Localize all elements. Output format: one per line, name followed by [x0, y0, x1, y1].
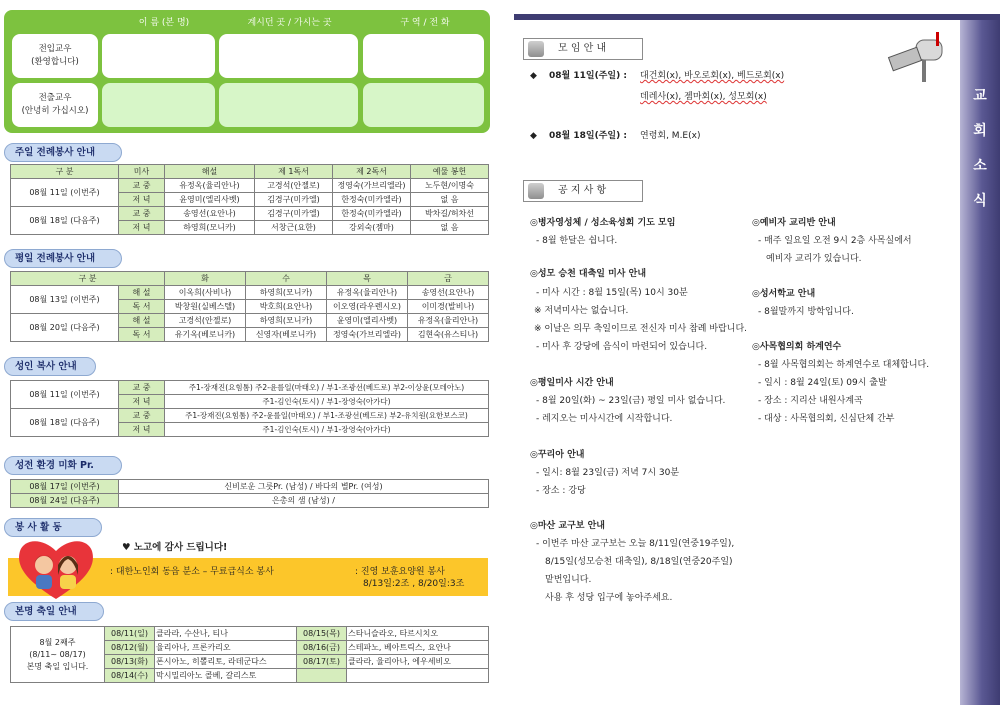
cell: 하영희(모니카) — [246, 314, 327, 328]
weekday-table — [10, 271, 489, 342]
cell: 윤영미(엘리사벳) — [165, 193, 255, 207]
notice3-title: ◎평일미사 시간 안내 — [530, 378, 614, 388]
mass-cell: 교 중 — [119, 179, 165, 193]
incoming-contact-field[interactable] — [363, 34, 484, 78]
meeting1-line2: 데레사(x), 젬마회(x), 성모회(x) — [640, 92, 767, 102]
right-top-band — [514, 14, 1000, 20]
cell: 이미경(발비나) — [408, 300, 489, 314]
notice-r2-title: ◎성서학교 안내 — [752, 289, 816, 299]
cell: 스테파노, 베아트릭스, 요안나 — [347, 641, 489, 655]
outgoing-contact-field[interactable] — [363, 83, 484, 127]
meeting-bullet-icon: ◆ — [530, 131, 537, 141]
mass-cell: 저 녁 — [119, 221, 165, 235]
cell: 한정숙(미카엘라) — [333, 193, 411, 207]
notice-r1-line: - 매주 일요일 오전 9시 2층 사목실에서 — [758, 236, 912, 246]
date-cell: 08/14(수) — [105, 669, 155, 683]
incoming-name-field[interactable] — [102, 34, 215, 78]
date-cell: 08월 13일 (이번주) — [11, 286, 119, 314]
notice5-line: - 이번주 마산 교구보는 오늘 8/11일(연중19주일), — [536, 539, 735, 549]
cell: 없 음 — [411, 221, 489, 235]
side-title-char: 식 — [973, 193, 987, 209]
notice-r1-title: ◎예비자 교리반 안내 — [752, 218, 836, 228]
header-cell: 구 분 — [11, 165, 119, 179]
mass-cell: 교 중 — [119, 207, 165, 221]
cell: 노두현/이명숙 — [411, 179, 489, 193]
cell: 유정옥(율리안나) — [165, 179, 255, 193]
label-outgoing: 전출교우 (안녕히 가십시오) — [12, 83, 98, 127]
header-cell: 금 — [408, 272, 489, 286]
cell: 유기옥(베로니카) — [165, 328, 246, 342]
cell: 강외숙(젬마) — [333, 221, 411, 235]
cell: 박호희(요안나) — [246, 300, 327, 314]
table-header-row — [11, 165, 489, 179]
person-icon — [528, 183, 544, 199]
notice2-line: - 미사 후 강당에 음식이 마련되어 있습니다. — [536, 342, 708, 352]
header-name: 이 름 (본 명) — [138, 18, 190, 28]
cell: 김경구(미카엘) — [255, 207, 333, 221]
meeting-bullet-icon: ◆ — [530, 71, 537, 81]
meeting2-line: 연령회, M.E(x) — [640, 131, 701, 141]
notice5-line: 맡번입니다. — [545, 575, 592, 585]
outgoing-name-field[interactable] — [102, 83, 215, 127]
mass-cell: 저 녁 — [119, 395, 165, 409]
cell: 율리아나, 프론카리오 — [155, 641, 297, 655]
cell: 신비로운 그릇Pr. (남성) / 바다의 별Pr. (여성) — [119, 480, 489, 494]
side-title-char: 회 — [973, 123, 987, 139]
sunday-table — [10, 164, 489, 235]
notice-r3-line: - 대상 : 사목협의회, 신심단체 간부 — [758, 414, 895, 424]
kind-cell: 해 설 — [119, 286, 165, 300]
meeting-title: 모 임 안 내 — [558, 43, 607, 54]
label-incoming: 전입교우 (환영합니다) — [12, 34, 98, 78]
header-cell: 예물 봉헌 — [411, 165, 489, 179]
table-header-row — [11, 272, 489, 286]
cell: 이옥희(사비나) — [165, 286, 246, 300]
feast-week-label: 8월 2째주 (8/11~ 08/17) 본명 축일 입니다. — [11, 627, 105, 683]
date-cell: 08월 18일 (다음주) — [11, 207, 119, 235]
date-cell: 08월 11일 (이번주) — [11, 381, 119, 409]
notice2-title: ◎성모 승천 대축일 미사 안내 — [530, 269, 647, 279]
cell: 스타니슬라오, 타르시치오 — [347, 627, 489, 641]
cell: 박창원(실베스텔) — [165, 300, 246, 314]
cell: 유정옥(율리안나) — [327, 286, 408, 300]
cell: 없 음 — [411, 193, 489, 207]
notice4-line: - 장소 : 강당 — [536, 486, 586, 496]
date-cell: 08월 24일 (다음주) — [11, 494, 119, 508]
table-row — [11, 627, 489, 641]
cell: 이오영(라우렌시오) — [327, 300, 408, 314]
cell: 박차길/허차선 — [411, 207, 489, 221]
notice-title-box — [523, 180, 643, 202]
table-row — [11, 381, 489, 395]
meeting1-line1: 대건회(x), 바오로회(x), 베드로회(x) — [640, 71, 785, 81]
env-table — [10, 479, 489, 508]
notice-title: 공 지 사 항 — [558, 185, 607, 196]
cell: 클라라, 수산나, 티나 — [155, 627, 297, 641]
couple-heart-icon — [14, 535, 98, 601]
header-cell: 화 — [165, 272, 246, 286]
notice-r3-title: ◎사목협의회 하계연수 — [752, 342, 842, 352]
header-cell: 제 1독서 — [255, 165, 333, 179]
service-right-text2: 8/13일:2조 , 8/20일:3조 — [363, 579, 465, 589]
header-cell: 수 — [246, 272, 327, 286]
table-row — [11, 286, 489, 300]
meeting1-date: 08월 11일(주일) : — [549, 71, 627, 81]
cell: 유정옥(율리안나) — [408, 314, 489, 328]
kind-cell: 독 서 — [119, 300, 165, 314]
header-cell: 목 — [327, 272, 408, 286]
cell: 폰시아노, 히뽈리토, 라데군다스 — [155, 655, 297, 669]
welcome-box — [4, 10, 490, 133]
cell: 정영숙(가브리엘라) — [327, 328, 408, 342]
notice2-line: ※ 저녁미사는 없습니다. — [534, 306, 629, 316]
service-thanks: ♥ 노고에 감사 드립니다! — [122, 542, 228, 553]
cell: 정영숙(가브리엘라) — [333, 179, 411, 193]
cell: 고경석(안젤로) — [255, 179, 333, 193]
header-cell: 미사 — [119, 165, 165, 179]
cell: 막시밀리아노 콜베, 갈리스토 — [155, 669, 297, 683]
header-cell: 해설 — [165, 165, 255, 179]
cell: 송영선(요안나) — [165, 207, 255, 221]
weekday-section-title: 평일 전례봉사 안내 — [4, 249, 122, 268]
date-cell: 08/11(일) — [105, 627, 155, 641]
adult-table — [10, 380, 489, 437]
cell: 윤영미(엘리사벳) — [327, 314, 408, 328]
mass-cell: 교 중 — [119, 409, 165, 423]
notice4-line: - 일시: 8월 23일(금) 저녁 7시 30분 — [536, 468, 680, 478]
date-cell — [297, 669, 347, 683]
notice2-line: - 미사 시간 : 8월 15일(목) 10시 30분 — [536, 288, 688, 298]
notice3-line: - 8월 20일(화) ~ 23일(금) 평일 미사 없습니다. — [536, 396, 726, 406]
table-row — [11, 494, 489, 508]
notice4-title: ◎꾸리아 안내 — [530, 450, 585, 460]
table-row — [11, 207, 489, 221]
cell: 주1-장재진(요힘톰) 주2-윤를일(마태오) / 부1-조광선(베드로) 부2-유치원(요한보스코) — [165, 409, 489, 423]
cell: 하영희(모니카) — [246, 286, 327, 300]
table-row — [11, 179, 489, 193]
adult-section-title: 성인 복사 안내 — [4, 357, 96, 376]
cell: 클라라, 율리아나, 에우세비오 — [347, 655, 489, 669]
date-cell: 08월 18일 (다음주) — [11, 409, 119, 437]
date-cell: 08월 17일 (이번주) — [11, 480, 119, 494]
meeting-title-box — [523, 38, 643, 60]
service-section-title: 봉 사 활 동 — [4, 518, 102, 537]
table-row — [11, 314, 489, 328]
feast-table — [10, 626, 489, 683]
header-contact: 구 역 / 전 화 — [400, 18, 450, 28]
mailbox-icon — [886, 30, 948, 86]
side-title-char: 소 — [973, 158, 987, 174]
notice5-line: 8/15일(성모승천 대축일), 8/18일(연중20주일) — [545, 557, 733, 567]
service-right-text1: : 진영 보훈요양원 봉사 — [355, 567, 445, 577]
cell: 주1-김인숙(토시) / 부1-장영숙(아가다) — [165, 395, 489, 409]
table-row — [11, 409, 489, 423]
kind-cell: 독 서 — [119, 328, 165, 342]
env-section-title: 성전 환경 미화 Pr. — [4, 456, 122, 475]
cell: 신영자(베로니카) — [246, 328, 327, 342]
incoming-place-field[interactable] — [219, 34, 358, 78]
notice5-title: ◎마산 교구보 안내 — [530, 521, 605, 531]
mass-cell: 저 녁 — [119, 423, 165, 437]
cell: 주1-장재진(요힘톰) 주2-윤를일(마태오) / 부1-조광선(베드로) 부2-이상윤(모데아노) — [165, 381, 489, 395]
date-cell: 08월 20일 (다음주) — [11, 314, 119, 342]
notice2-line: ※ 이날은 의무 축일이므로 전신자 미사 참례 바랍니다. — [534, 324, 748, 334]
notice-r3-line: - 일시 : 8월 24일(토) 09시 출발 — [758, 378, 887, 388]
notice5-line: 사용 후 성당 입구에 놓아주세요. — [545, 593, 673, 603]
table-row — [11, 480, 489, 494]
meeting2-date: 08월 18일(주일) : — [549, 131, 627, 141]
date-cell: 08월 11일 (이번주) — [11, 179, 119, 207]
mass-cell: 저 녁 — [119, 193, 165, 207]
cell: 서창근(요한) — [255, 221, 333, 235]
cell: 김경구(미카엘) — [255, 193, 333, 207]
cell: 주1-김인숙(토시) / 부1-장영숙(아가다) — [165, 423, 489, 437]
mass-cell: 교 중 — [119, 381, 165, 395]
header-place: 계시던 곳 / 가시는 곳 — [247, 18, 332, 28]
notice1-line: - 8월 한달은 쉽니다. — [536, 236, 618, 246]
date-cell: 08/12(월) — [105, 641, 155, 655]
header-cell: 구 분 — [11, 272, 165, 286]
notice3-line: - 레지오는 미사시간에 시작합니다. — [536, 414, 673, 424]
cell: 송영선(요안나) — [408, 286, 489, 300]
cell — [347, 669, 489, 683]
notice-r3-line: - 장소 : 지리산 내원사계곡 — [758, 396, 863, 406]
date-cell: 08/16(금) — [297, 641, 347, 655]
kind-cell: 해 설 — [119, 314, 165, 328]
service-left-text: : 대한노인회 동읍 분소 – 무료급식소 봉사 — [110, 567, 274, 577]
cell: 한정숙(미카엘라) — [333, 207, 411, 221]
feast-section-title: 본명 축일 안내 — [4, 602, 104, 621]
side-title-char: 교 — [973, 88, 987, 104]
notice1-title: ◎병자영성체 / 성소육성회 기도 모임 — [530, 218, 676, 228]
date-cell: 08/13(화) — [105, 655, 155, 669]
notice-r3-line: - 8월 사목협의회는 하계연수로 대체합니다. — [758, 360, 930, 370]
date-cell: 08/17(토) — [297, 655, 347, 669]
person-icon — [528, 41, 544, 57]
cell: 고경석(안젤로) — [165, 314, 246, 328]
date-cell: 08/15(목) — [297, 627, 347, 641]
outgoing-place-field[interactable] — [219, 83, 358, 127]
sunday-section-title: 주일 전례봉사 안내 — [4, 143, 122, 162]
cell: 은총의 샘 (남성) / — [119, 494, 489, 508]
cell: 하영희(모니카) — [165, 221, 255, 235]
header-cell: 제 2독서 — [333, 165, 411, 179]
notice-r2-line: - 8월말까지 방학입니다. — [758, 307, 854, 317]
cell: 김현숙(유스티나) — [408, 328, 489, 342]
notice-r1-line: 예비자 교리가 있습니다. — [766, 254, 862, 264]
